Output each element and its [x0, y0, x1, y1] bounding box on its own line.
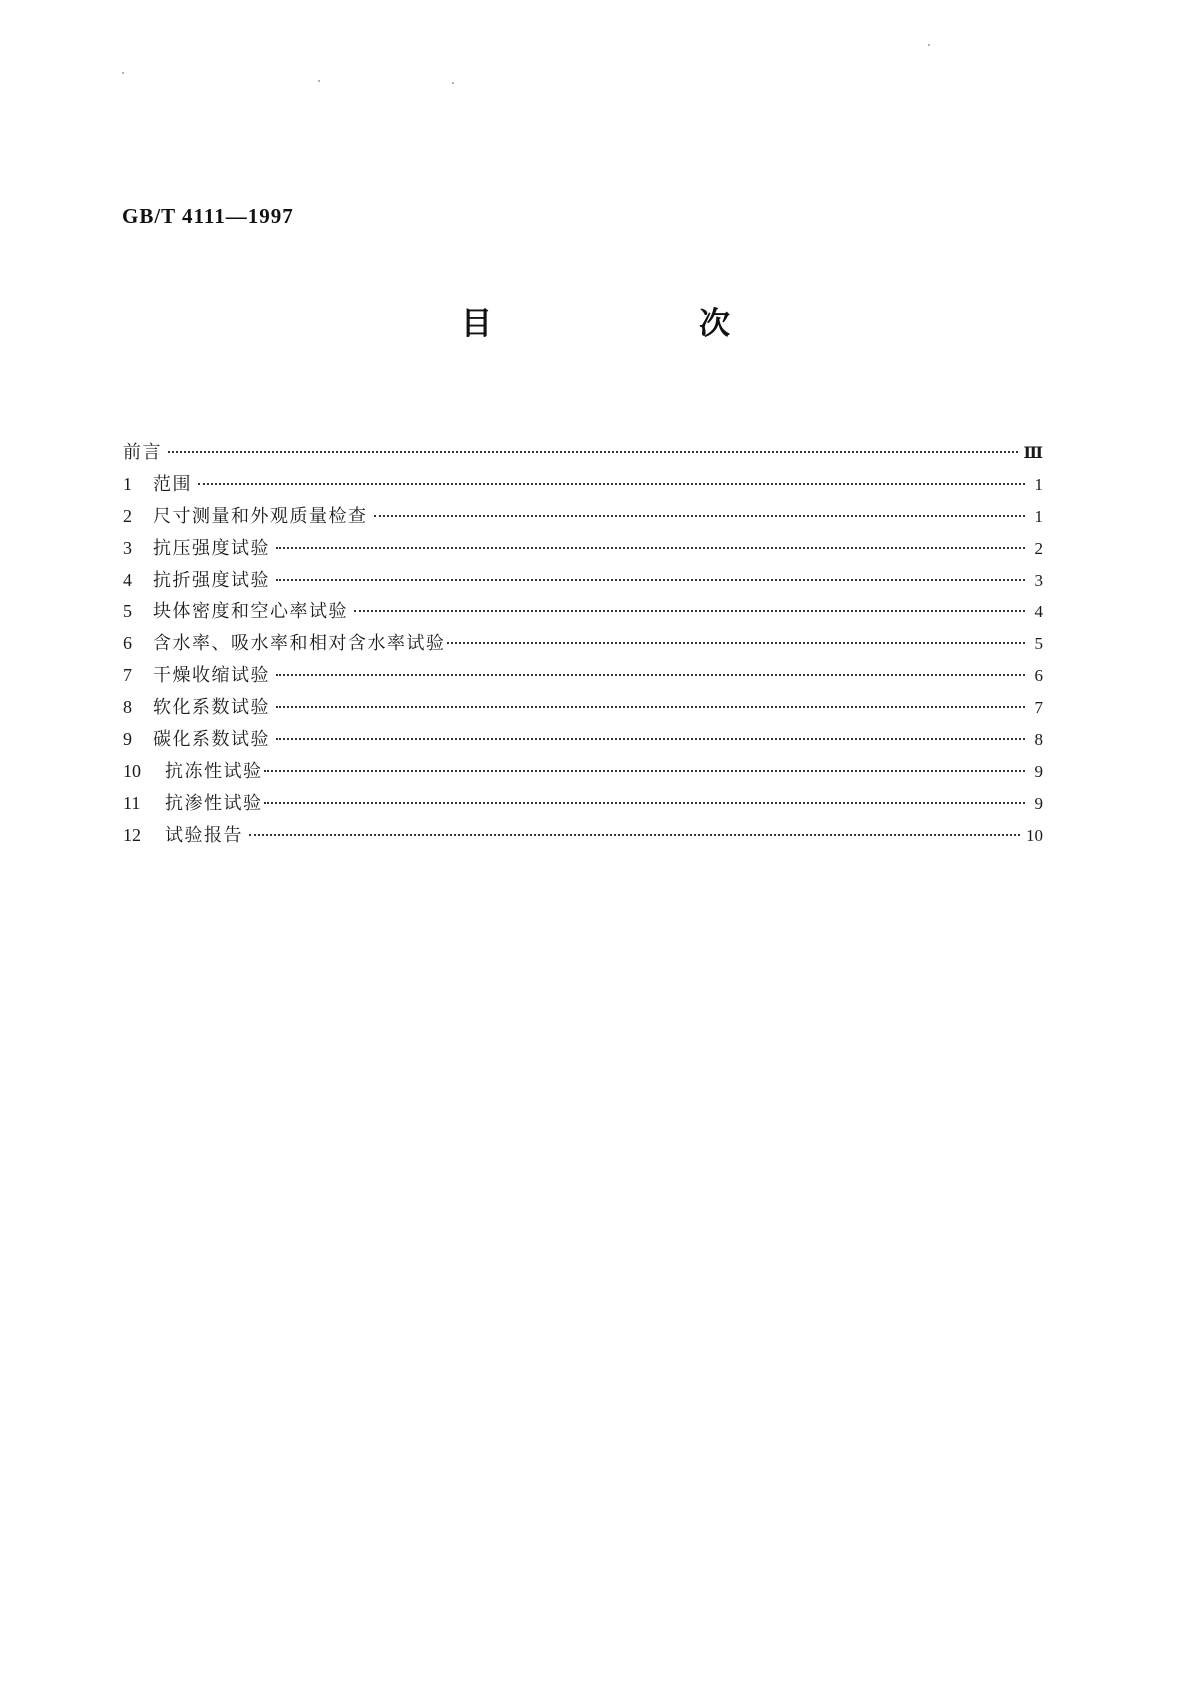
toc-entry-number: 3 — [123, 537, 132, 558]
toc-leader-dots — [276, 706, 1025, 708]
toc-leader-dots — [168, 451, 1018, 453]
toc-leader-dots — [276, 674, 1025, 676]
toc-entry-number: 1 — [123, 473, 132, 494]
toc-entry-page: Ⅲ — [1023, 445, 1043, 462]
toc-leader-dots — [249, 834, 1020, 836]
toc-entry-label: 范围 — [153, 473, 192, 495]
toc-entry-number: 7 — [123, 665, 132, 686]
toc-entry-label: 含水率、吸水率和相对含水率试验 — [153, 633, 446, 655]
toc-entry-label: 抗折强度试验 — [153, 569, 270, 591]
toc-entry-number: 12 — [123, 824, 141, 845]
toc-leader-dots — [276, 579, 1025, 581]
toc-leader-dots — [198, 483, 1025, 485]
toc-entry-number: 8 — [123, 697, 132, 718]
toc-entry-foreword[interactable] — [123, 438, 1043, 470]
toc-entry-page: 10 — [1026, 825, 1043, 845]
toc-entry-page: 8 — [1034, 730, 1043, 750]
standard-code: GB/T 4111—1997 — [122, 204, 294, 228]
toc-entry-page: 3 — [1034, 570, 1043, 590]
toc-entry-page: 1 — [1034, 474, 1043, 494]
toc-leader-dots — [264, 802, 1026, 804]
toc-leader-dots — [276, 547, 1025, 549]
toc-entry-page: 4 — [1034, 602, 1043, 622]
toc-entry-number: 4 — [123, 569, 132, 590]
scan-speck — [452, 82, 454, 84]
toc-leader-dots — [276, 738, 1025, 740]
toc-entry-page: 1 — [1034, 506, 1043, 526]
toc-entry-page: 7 — [1034, 698, 1043, 718]
scan-speck — [928, 44, 930, 46]
toc-entry-label: 抗压强度试验 — [153, 537, 270, 559]
page-title: 目 次 — [461, 306, 818, 342]
toc-entry-1[interactable] — [123, 470, 1043, 502]
toc-entry-5[interactable] — [123, 597, 1043, 629]
toc-entry-label: 尺寸测量和外观质量检查 — [153, 505, 368, 527]
toc-entry-label: 软化系数试验 — [153, 697, 270, 719]
toc-entry-page: 6 — [1034, 666, 1043, 686]
toc-entry-number: 5 — [123, 601, 132, 622]
toc-entry-page: 5 — [1034, 634, 1043, 654]
toc-entry-9[interactable] — [123, 725, 1043, 757]
toc-leader-dots — [354, 610, 1025, 612]
toc-entry-number: 9 — [123, 729, 132, 750]
toc-entry-label: 块体密度和空心率试验 — [153, 601, 348, 623]
toc-entry-label: 抗渗性试验 — [165, 792, 263, 814]
toc-entry-number: 11 — [123, 792, 141, 813]
toc-leader-dots — [447, 642, 1026, 644]
toc-entry-page: 9 — [1034, 761, 1043, 781]
toc-entry-3[interactable] — [123, 534, 1043, 566]
toc-entry-label: 碳化系数试验 — [153, 729, 270, 751]
toc-entry-7[interactable] — [123, 661, 1043, 693]
toc-entry-number: 10 — [123, 760, 141, 781]
toc-entry-number: 6 — [123, 633, 132, 654]
toc-entry-8[interactable] — [123, 693, 1043, 725]
toc-entry-10[interactable] — [123, 757, 1043, 789]
table-of-contents — [123, 438, 1043, 853]
toc-entry-label: 干燥收缩试验 — [153, 665, 270, 687]
scan-speck — [318, 80, 320, 82]
toc-entry-6[interactable] — [123, 629, 1043, 661]
toc-entry-label: 抗冻性试验 — [165, 760, 263, 782]
toc-leader-dots — [264, 770, 1026, 772]
toc-entry-4[interactable] — [123, 566, 1043, 598]
toc-entry-number: 2 — [123, 505, 132, 526]
scan-speck — [122, 72, 124, 74]
toc-entry-page: 2 — [1034, 538, 1043, 558]
toc-entry-page: 9 — [1034, 793, 1043, 813]
toc-entry-11[interactable] — [123, 789, 1043, 821]
toc-entry-label: 前言 — [123, 442, 162, 463]
toc-leader-dots — [374, 515, 1026, 517]
toc-entry-2[interactable] — [123, 502, 1043, 534]
toc-entry-label: 试验报告 — [165, 824, 243, 846]
toc-entry-12[interactable] — [123, 821, 1043, 853]
